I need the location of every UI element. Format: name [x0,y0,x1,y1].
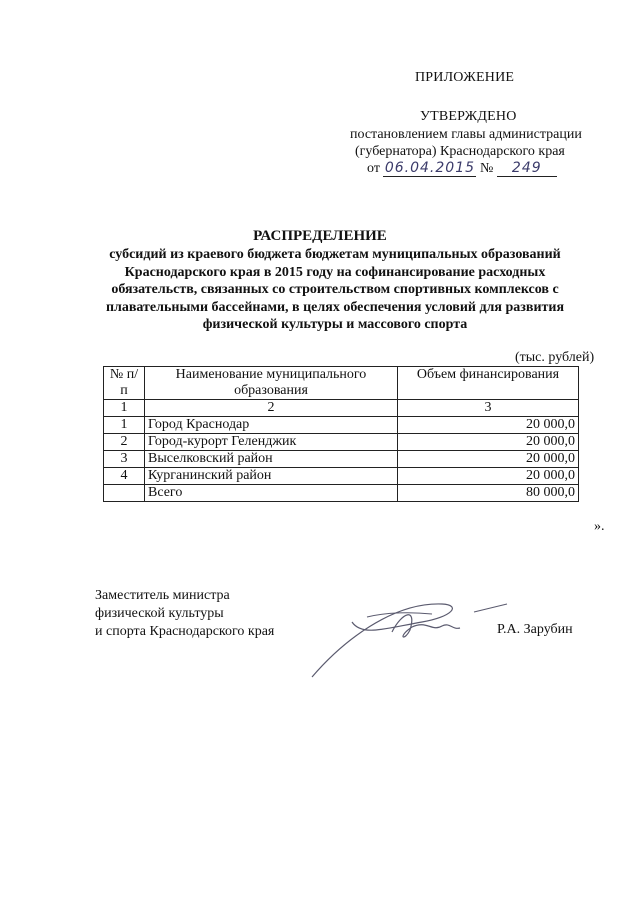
number-prefix: № [479,161,494,176]
table-row [104,451,579,468]
signer-position-line-1: Заместитель министра [95,588,230,603]
row-number: 1 [104,417,145,434]
row-number: 2 [104,434,145,451]
total-label: Всего [145,485,398,502]
column-number-row [104,400,579,417]
date-prefix: от [367,161,380,176]
handwritten-number: 249 [497,160,557,177]
table-row [104,468,579,485]
total-amount: 80 000,0 [398,485,579,502]
signer-position [95,587,315,641]
row-amount: 20 000,0 [398,417,579,434]
row-municipality: Выселковский район [145,451,398,468]
signer-position-line-2: физической культуры [95,606,224,621]
row-municipality: Курганинский район [145,468,398,485]
column-number-1: 1 [104,400,145,417]
row-amount: 20 000,0 [398,468,579,485]
row-municipality: Город-курорт Геленджик [145,434,398,451]
total-empty-cell [104,485,145,502]
row-amount: 20 000,0 [398,434,579,451]
header-number: № п/п [104,367,145,400]
document-title: РАСПРЕДЕЛЕНИЕ [253,228,387,244]
column-number-2: 2 [145,400,398,417]
unit-label: (тыс. рублей) [515,350,595,365]
date-number-row [367,160,557,177]
appendix-label: ПРИЛОЖЕНИЕ [415,70,515,85]
approval-line-1: постановлением главы администрации [350,127,582,142]
signer-position-line-3: и спорта Краснодарского края [95,624,275,639]
table-row [104,434,579,451]
handwritten-signature [292,582,522,692]
header-amount: Объем финансирования [398,367,579,400]
handwritten-date: 06.04.2015 [384,160,476,176]
column-number-3: 3 [398,400,579,417]
row-number: 4 [104,468,145,485]
total-row [104,485,579,502]
closing-quote: ». [594,519,605,534]
row-amount: 20 000,0 [398,451,579,468]
document-subtitle: субсидий из краевого бюджета бюджетам муниципальных образований Краснодарского края в 2015 году на софинансирование расходных обязательств, связанных со строительством спортивных комплексов с плавательными бассейнами, в целях обеспечения условий для развития физической культуры и массового спорта [105,247,565,332]
approval-line-2: (губернатора) Краснодарского края [355,144,565,159]
row-municipality: Город Краснодар [145,417,398,434]
header-municipality: Наименование муниципального образования [145,367,398,400]
table-row [104,417,579,434]
approved-label: УТВЕРЖДЕНО [420,109,517,124]
distribution-table [103,366,579,502]
signer-name: Р.А. Зарубин [497,622,573,637]
row-number: 3 [104,451,145,468]
table-header-row [104,367,579,400]
